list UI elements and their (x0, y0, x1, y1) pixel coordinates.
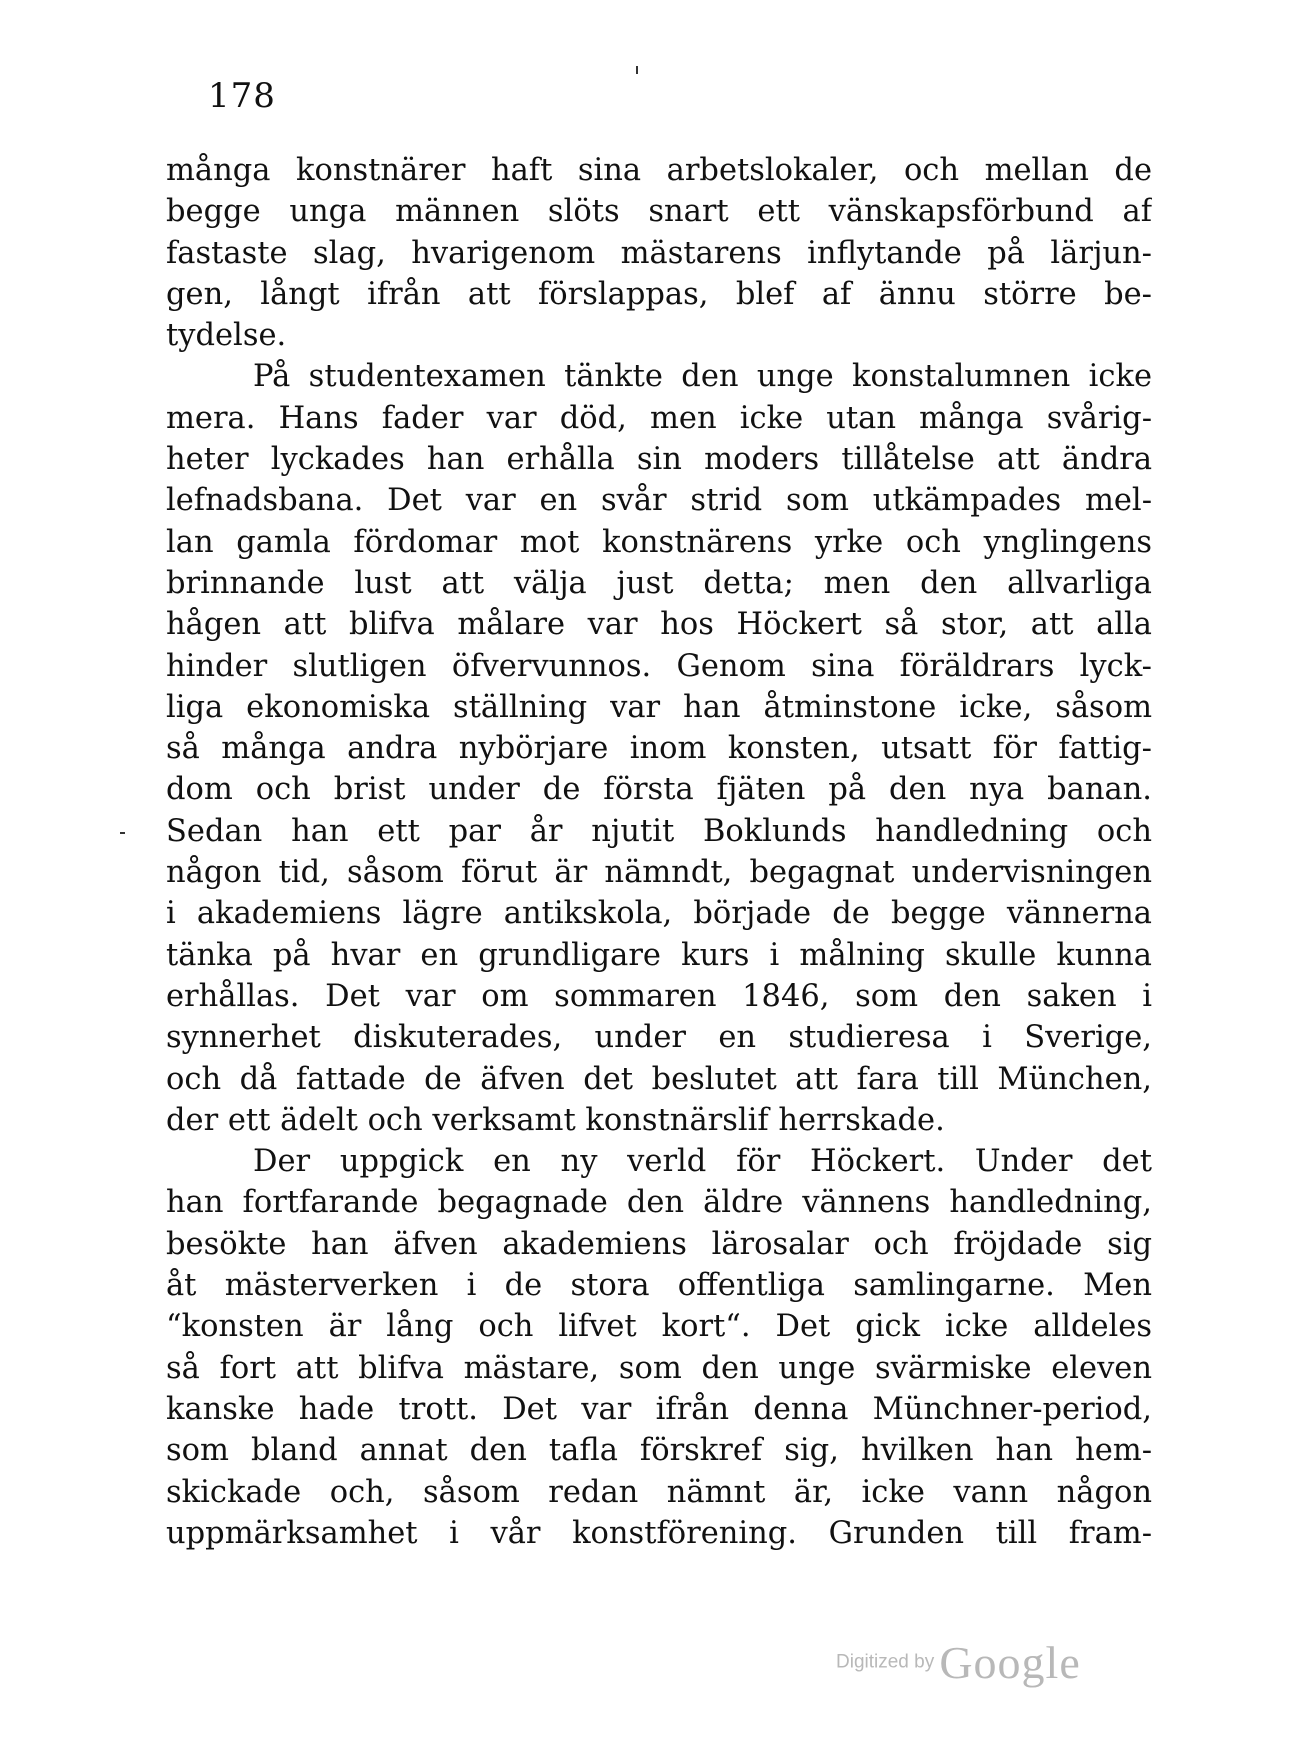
text-line: han fortfarande begagnade den äldre vännens handledning, (166, 1185, 1152, 1221)
text-line: många konstnärer haft sina arbetslokaler, och mellan de (166, 153, 1152, 188)
text-line: så fort att blifva mästare, som den unge svärmiske eleven (166, 1350, 1152, 1386)
text-line: begge unga männen slöts snart ett vänskapsförbund af (166, 194, 1152, 230)
text-line: liga ekonomiska ställning var han åtminstone icke, såsom (166, 689, 1152, 725)
text-line: hinder slutligen öfvervunnos. Genom sina föräldrars lyck- (166, 648, 1152, 684)
text-line: dom och brist under de första fjäten på den nya banan. (166, 772, 1152, 808)
text-line: hågen att blifva målare var hos Höckert så stor, att alla (166, 607, 1152, 643)
text-line: På studentexamen tänkte den unge konstalumnen icke (253, 359, 1152, 395)
text-line: Sedan han ett par år njutit Boklunds handledning och (166, 813, 1152, 849)
text-line: Der uppgick en ny verld för Höckert. Under det (253, 1144, 1152, 1180)
watermark-brand: Google (939, 1637, 1081, 1688)
digitized-by-watermark (836, 1636, 1081, 1689)
text-line: i akademiens lägre antikskola, började de begge vännerna (166, 896, 1152, 932)
body-text (166, 150, 1152, 1554)
text-line: någon tid, såsom förut är nämndt, begagnat undervisningen (166, 855, 1152, 891)
text-line: “konsten är lång och lifvet kort“. Det gick icke alldeles (166, 1309, 1152, 1345)
text-line: så många andra nybörjare inom konsten, utsatt för fattig- (166, 731, 1152, 767)
watermark-prefix: Digitized by (836, 1651, 935, 1673)
text-line: och då fattade de äfven det beslutet att fara till München, (166, 1061, 1152, 1097)
scan-speck (636, 66, 638, 74)
text-line: mera. Hans fader var död, men icke utan många svårig- (166, 400, 1152, 436)
text-line: erhållas. Det var om sommaren 1846, som den saken i (166, 978, 1152, 1014)
text-line: synnerhet diskuterades, under en studieresa i Sverige, (166, 1020, 1152, 1056)
text-line: uppmärksamhet i vår konstförening. Grunden till fram- (166, 1515, 1152, 1551)
text-line: brinnande lust att välja just detta; men den allvarliga (166, 565, 1152, 601)
scan-speck (120, 832, 125, 834)
text-line: åt mästerverken i de stora offentliga samlingarne. Men (166, 1268, 1152, 1304)
text-line: skickade och, såsom redan nämnt är, icke vann någon (166, 1474, 1152, 1510)
text-line: kanske hade trott. Det var ifrån denna Münchner-period, (166, 1391, 1152, 1427)
text-line: tänka på hvar en grundligare kurs i målning skulle kunna (166, 937, 1152, 973)
text-line: lefnadsbana. Det var en svår strid som utkämpades mel- (166, 483, 1152, 519)
text-line: besökte han äfven akademiens lärosalar och fröjdade sig (166, 1226, 1152, 1262)
text-line: som bland annat den tafla förskref sig, hvilken han hem- (166, 1433, 1152, 1469)
text-line: gen, långt ifrån att förslappas, blef af ännu större be- (166, 276, 1152, 312)
text-line: der ett ädelt och verksamt konstnärslif herrskade. (166, 1102, 945, 1138)
page-number: 178 (208, 76, 276, 116)
text-line: tydelse. (166, 318, 287, 354)
text-line: heter lyckades han erhålla sin moders tillåtelse att ändra (166, 442, 1152, 478)
text-line: lan gamla fördomar mot konstnärens yrke och ynglingens (166, 524, 1152, 560)
text-line: fastaste slag, hvarigenom mästarens inflytande på lärjun- (166, 235, 1152, 271)
